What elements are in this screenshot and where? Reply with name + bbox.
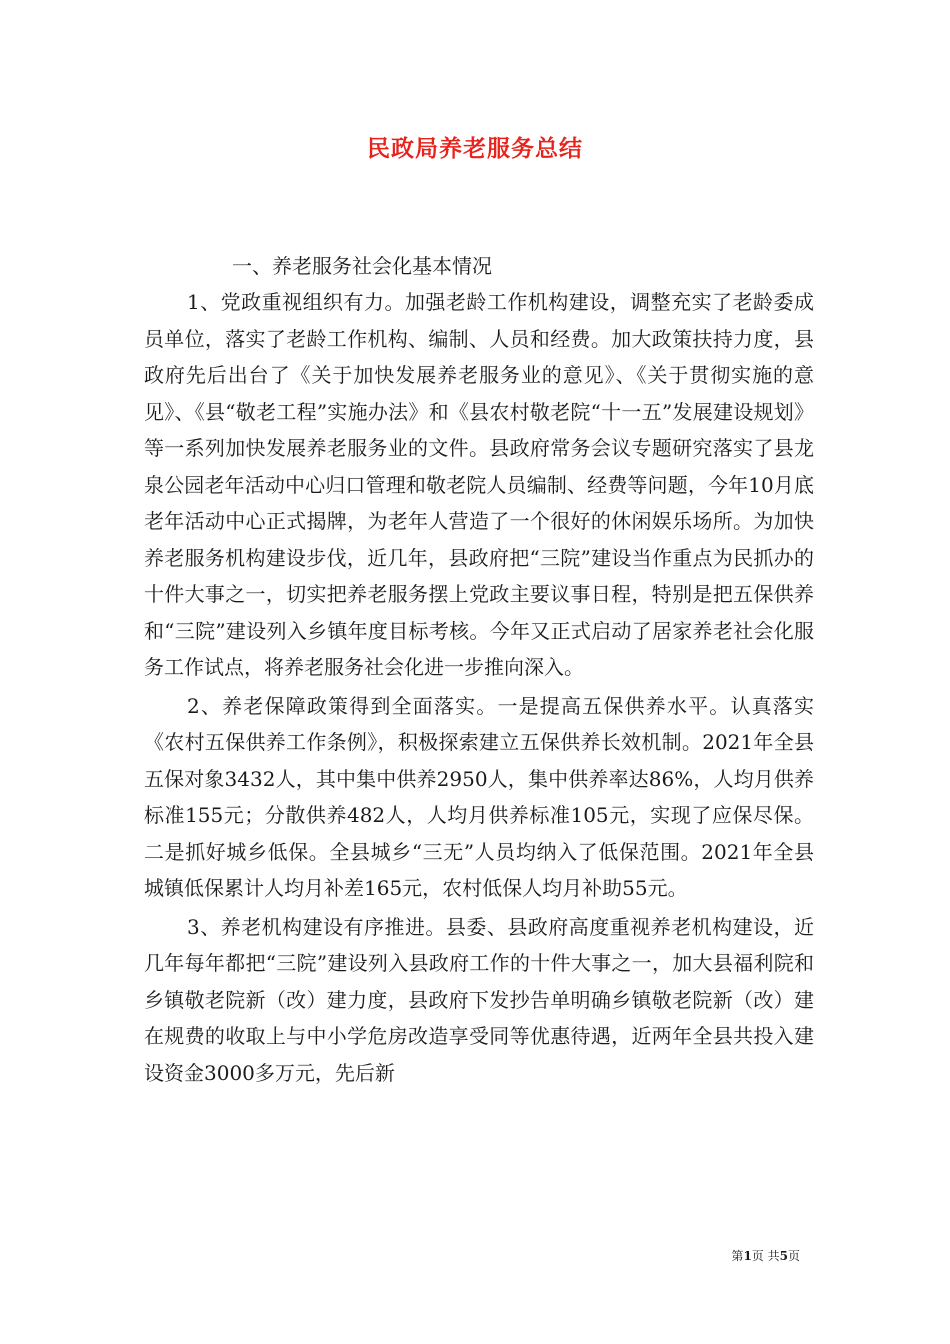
footer-suffix: 页 (787, 1249, 800, 1263)
section-heading: 一、养老服务社会化基本情况 (232, 254, 492, 278)
page-footer (731, 1247, 800, 1264)
paragraph-1: 1、党政重视组织有力。加强老龄工作机构建设，调整充实了老龄委成员单位，落实了老龄工作机构、编制、人员和经费。加大政策扶持力度，县政府先后出台了《关于加快发展养老服务业的意见》、《关于贯彻实施的意见》、《县“敬老工程”实施办法》和《县农村敬老院“十一五”发展建设规划》等一系列加快发展养老服务业的文件。县政府常务会议专题研究落实了县龙泉公园老年活动中心归口管理和敬老院人员编制、经费等问题，今年10月底老年活动中心正式揭牌，为老年人营造了一个很好的休闲娱乐场所。为加快养老服务机构建设步伐，近几年，县政府把“三院”建设当作重点为民抓办的十件大事之一，切实把养老服务摆上党政主要议事日程，特别是把五保供养和“三院”建设列入乡镇年度目标考核。今年又正式启动了居家养老社会化服务工作试点，将养老服务社会化进一步推向深入。 (144, 290, 814, 679)
footer-prefix: 第 (731, 1249, 744, 1263)
document-body (144, 248, 814, 1091)
footer-total-pages: 5 (779, 1249, 788, 1263)
footer-page-number: 1 (743, 1249, 752, 1263)
paragraph-3: 3、养老机构建设有序推进。县委、县政府高度重视养老机构建设，近几年每年都把“三院”建设列入县政府工作的十件大事之一，加大县福利院和乡镇敬老院新（改）建力度，县政府下发抄告单明确乡镇敬老院新（改）建在规费的收取上与中小学危房改造享受同等优惠待遇，近两年全县共投入建设资金3000多万元，先后新 (144, 914, 814, 1085)
paragraph-2: 2、养老保障政策得到全面落实。一是提高五保供养水平。认真落实《农村五保供养工作条例》，积极探索建立五保供养长效机制。2021年全县五保对象3432人，其中集中供养2950人，集中供养率达86%，人均月供养标准155元；分散供养482人，人均月供养标准105元，实现了应保尽保。二是抓好城乡低保。全县城乡“三无”人员均纳入了低保范围。2021年全县城镇低保累计人均月补差165元，农村低保人均月补助55元。 (144, 693, 814, 900)
document-title: 民政局养老服务总结 (367, 135, 583, 162)
footer-middle: 页 共 (751, 1249, 780, 1263)
